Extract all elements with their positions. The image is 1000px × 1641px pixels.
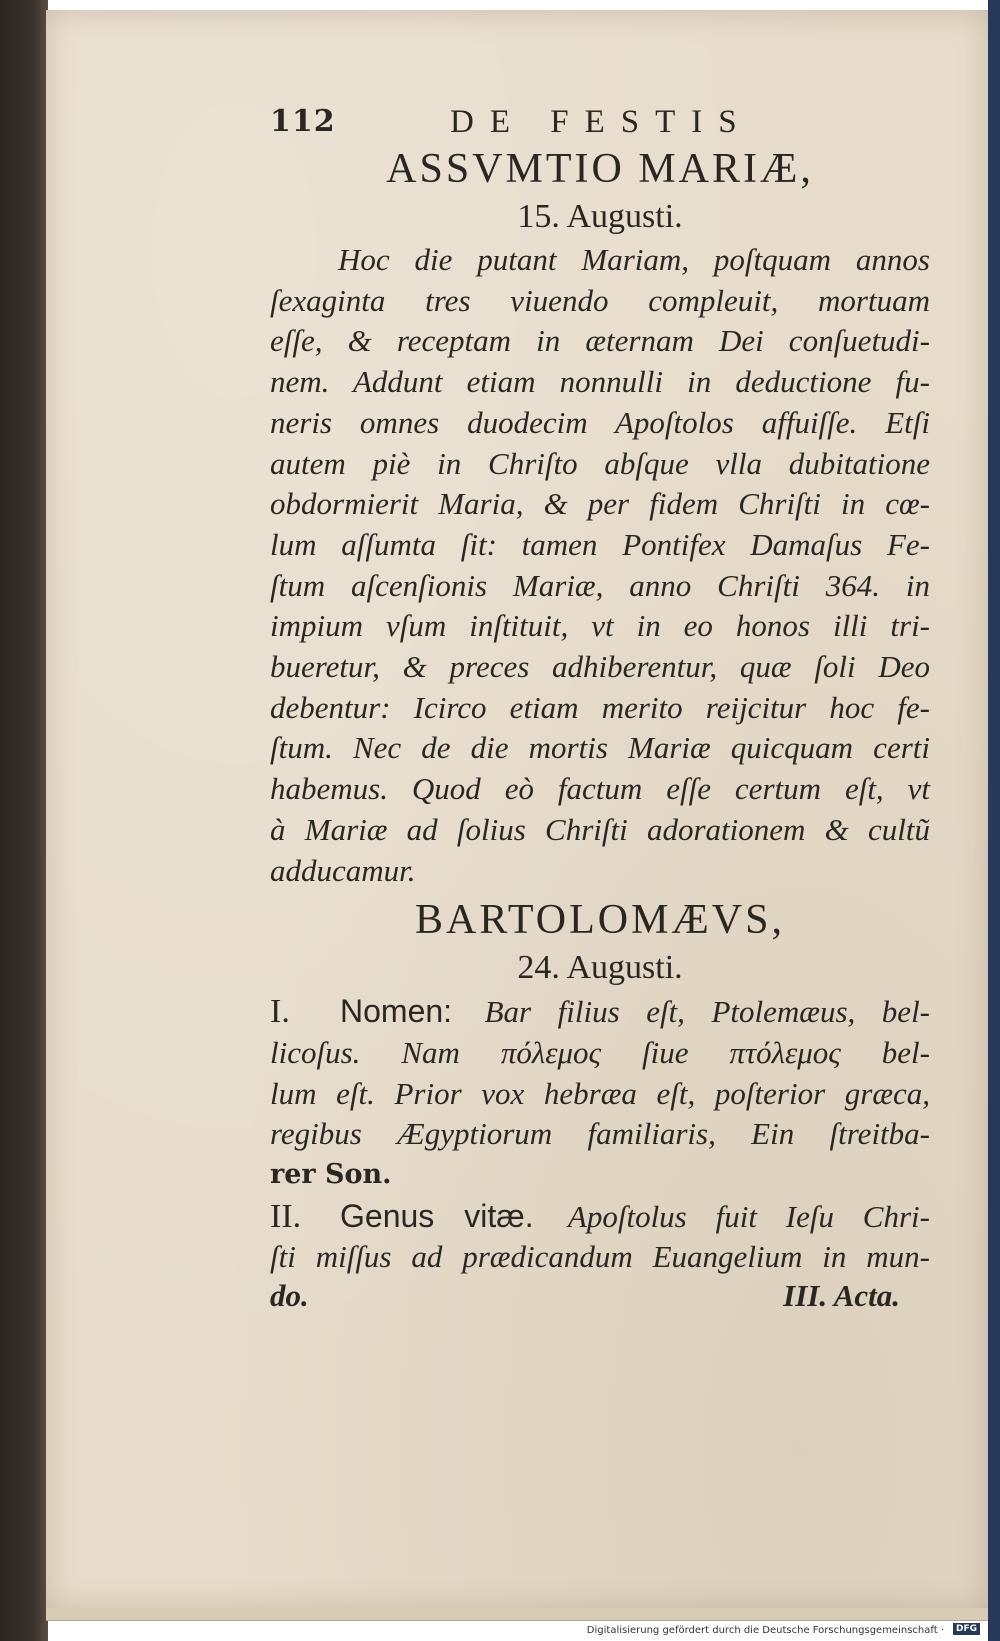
page-number: 112 bbox=[270, 104, 336, 139]
item-numeral: I. bbox=[270, 993, 290, 1031]
text-line: ſti miſſus ad prædicandum Euangelium in mun- bbox=[270, 1239, 930, 1275]
line-end-word: do. bbox=[270, 1278, 309, 1314]
text-line: Hoc die putant Mariam, poſtquam annos bbox=[338, 242, 930, 277]
fraktur-text-line: rer Son. bbox=[270, 1159, 392, 1191]
item-first-line bbox=[270, 1196, 930, 1238]
section-date-bartolomaeus: 24. Augusti. bbox=[517, 949, 683, 987]
section-heading-assumptio: ASSVMTIO MARIÆ, bbox=[386, 146, 814, 192]
digitization-credit: Digitalisierung gefördert durch die Deutsche Forschungsgemeinschaft · bbox=[586, 1625, 944, 1636]
text-line: debentur: Icirco etiam merito reijcitur hoc fe- bbox=[270, 689, 930, 725]
text-line: obdormierit Maria, & per fidem Chriſti in cœ- bbox=[270, 486, 930, 522]
paragraph-assumptio bbox=[270, 240, 930, 891]
text-line: nem. Addunt etiam nonnulli in deductione fu- bbox=[270, 364, 930, 400]
item-nomen bbox=[270, 991, 930, 1196]
item-label: Genus vitæ. bbox=[340, 1197, 534, 1234]
text-line: impium vſum inſtituit, vt in eo honos illi tri- bbox=[270, 608, 930, 644]
text-run: Bar filius eſt, Ptolemæus, bel- bbox=[484, 994, 931, 1030]
item-genus-vitae bbox=[270, 1196, 930, 1278]
item-numeral: II. bbox=[270, 1197, 302, 1235]
right-edge-strip bbox=[988, 0, 1000, 1641]
page-text-block bbox=[270, 100, 930, 1318]
text-line: lum eſt. Prior vox hebræa eſt, poſterior græca, bbox=[270, 1075, 930, 1111]
item-label: Nomen: bbox=[340, 993, 453, 1030]
text-line: autem piè in Chriſto abſque vlla dubitatione bbox=[270, 445, 930, 481]
text-line: regibus Ægyptiorum familiaris, Ein ſtreitba- bbox=[270, 1116, 930, 1152]
paper-bottom-edge bbox=[46, 1608, 988, 1621]
book-binding-edge bbox=[0, 0, 48, 1641]
text-line: eſſe, & receptam in æternam Dei conſuetudi- bbox=[270, 323, 930, 359]
text-line: ſexaginta tres viuendo compleuit, mortuam bbox=[270, 282, 930, 318]
dfg-logo: DFG bbox=[953, 1623, 980, 1635]
text-line: ſtum aſcenſionis Mariæ, anno Chriſti 364. in bbox=[270, 567, 930, 603]
catchword-row bbox=[270, 1278, 930, 1318]
section-heading-bartolomaeus: BARTOLOMÆVS, bbox=[415, 897, 785, 944]
text-line: neris omnes duodecim Apoſtolos affuiſſe. Etſi bbox=[270, 404, 930, 440]
text-run: Apoſtolus fuit Ieſu Chri- bbox=[567, 1198, 930, 1234]
text-line: lum aſſumta ſit: tamen Pontifex Damaſus Fe- bbox=[270, 526, 930, 562]
running-title: DE FESTIS bbox=[450, 104, 753, 140]
catchword: III. Acta. bbox=[783, 1278, 900, 1314]
text-line: habemus. Quod eò factum eſſe certum eſt, vt bbox=[270, 771, 930, 807]
text-line: licoſus. Nam πόλεμος ſiue πτόλεμος bel- bbox=[270, 1034, 930, 1070]
section-date-assumptio: 15. Augusti. bbox=[517, 198, 683, 235]
text-line: à Mariæ ad ſolius Chriſti adorationem & cultũ bbox=[270, 811, 930, 847]
item-first-line bbox=[270, 991, 930, 1033]
text-line: adducamur. bbox=[270, 852, 416, 888]
text-line: bueretur, & preces adhiberentur, quæ ſoli Deo bbox=[270, 649, 930, 685]
running-head bbox=[270, 100, 930, 144]
text-line: ſtum. Nec de die mortis Mariæ quicquam certi bbox=[270, 730, 930, 766]
